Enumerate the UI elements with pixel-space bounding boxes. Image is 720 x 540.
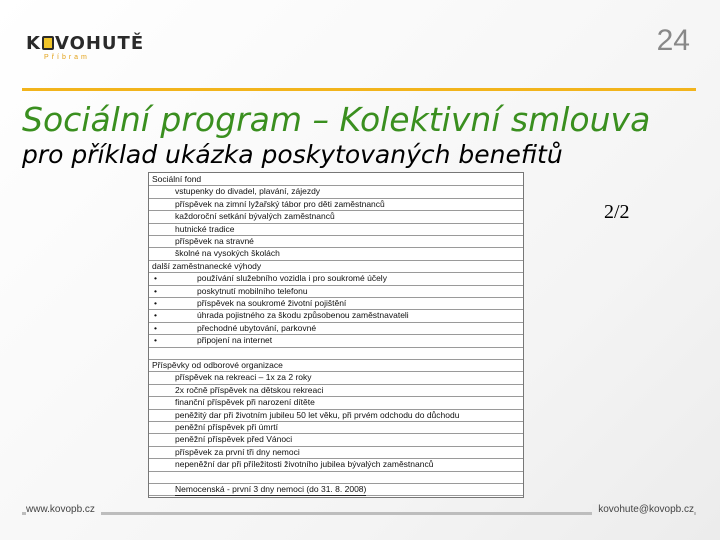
table-row (149, 433, 523, 446)
kovohute-logo (26, 34, 144, 64)
table-row (149, 272, 523, 285)
footer-email[interactable]: kovohute@kovopb.cz (592, 504, 694, 515)
bullet-icon: • (154, 273, 157, 284)
table-row (149, 210, 523, 223)
table-row-text: poskytnutí mobilního telefonu (197, 285, 308, 296)
table-row (149, 347, 523, 360)
table-row (149, 322, 523, 335)
table-row-text: příspěvek na stravné (175, 236, 254, 246)
table-row-text: úhrada pojistného za škodu způsobenou zaměstnavateli (197, 310, 409, 321)
table-row-text: příspěvek na zimní lyžařský tábor pro děti zaměstnanců (175, 198, 385, 209)
bullet-icon: • (154, 322, 157, 333)
table-row (149, 173, 523, 186)
table-row (149, 421, 523, 434)
table-row (149, 384, 523, 397)
table-row (149, 235, 523, 248)
table-row-text: příspěvek za první tři dny nemoci (175, 446, 300, 457)
table-row-text: finanční příspěvek při narození dítěte (175, 397, 315, 408)
table-row-text: 2x ročně příspěvek na dětskou rekreaci (175, 384, 324, 395)
benefits-table (148, 172, 524, 498)
logo-wordmark (26, 34, 144, 54)
table-row-text: příspěvek na soukromé životní pojištění (197, 298, 347, 308)
table-row-text: používání služebního vozidla i pro soukromé účely (197, 273, 387, 284)
footer-website[interactable]: www.kovopb.cz (26, 504, 101, 515)
table-row-text: příspěvek na rekreaci – 1x za 2 roky (175, 372, 312, 383)
table-row (149, 297, 523, 310)
table-row-text: peněžní příspěvek při úmrtí (175, 422, 278, 432)
table-row (149, 334, 523, 347)
table-row-text: vstupenky do divadel, plavání, zájezdy (175, 186, 321, 197)
bullet-icon: • (154, 335, 157, 346)
table-row (149, 223, 523, 236)
slide-title: Sociální program – Kolektivní smlouva (22, 100, 651, 139)
slide-subtitle: pro příklad ukázka poskytovaných benefitů (22, 140, 563, 169)
table-row (149, 198, 523, 211)
table-row-text: další zaměstnanecké výhody (152, 260, 262, 271)
page-number: 24 (656, 24, 690, 57)
table-row (149, 285, 523, 298)
table-row (149, 260, 523, 273)
table-row-text: školné na vysokých školách (175, 248, 280, 259)
table-row (149, 458, 523, 471)
table-row-text: hutnické tradice (175, 223, 235, 234)
table-row-text: každoroční setkání bývalých zaměstnanců (175, 211, 335, 222)
table-row (149, 409, 523, 422)
logo-prefix: K (26, 33, 41, 54)
table-row (149, 309, 523, 322)
logo-o-box-icon (42, 36, 54, 50)
table-row (149, 247, 523, 260)
table-row-text: nepeněžní dar při příležitosti životního jubilea bývalých zaměstnanců (175, 459, 434, 470)
table-row (149, 371, 523, 384)
logo-subtitle: Příbram (44, 54, 90, 61)
bullet-icon: • (154, 298, 157, 308)
table-row-text: peněžitý dar při životním jubileu 50 let věku, při prvém odchodu do důchodu (175, 409, 460, 420)
table-row (149, 483, 523, 496)
page-count-label: 2/2 (604, 201, 630, 223)
table-row-text: Nemocenská - první 3 dny nemoci (do 31. 8. 2008) (175, 483, 366, 496)
table-row (149, 396, 523, 409)
table-row-text: připojení na internet (197, 335, 273, 346)
table-row (149, 185, 523, 198)
table-row (149, 446, 523, 459)
table-row-text: Sociální fond (152, 174, 202, 184)
bullet-icon: • (154, 310, 157, 321)
table-row (149, 359, 523, 372)
table-row-text: přechodné ubytování, parkovné (197, 322, 317, 333)
table-row-text: Příspěvky od odborové organizace (152, 360, 283, 370)
header-divider (22, 88, 696, 91)
logo-suffix: VOHUTĚ (54, 33, 145, 54)
table-row-text: peněžní příspěvek před Vánoci (175, 434, 293, 445)
table-row (149, 471, 523, 484)
bullet-icon: • (154, 285, 157, 296)
